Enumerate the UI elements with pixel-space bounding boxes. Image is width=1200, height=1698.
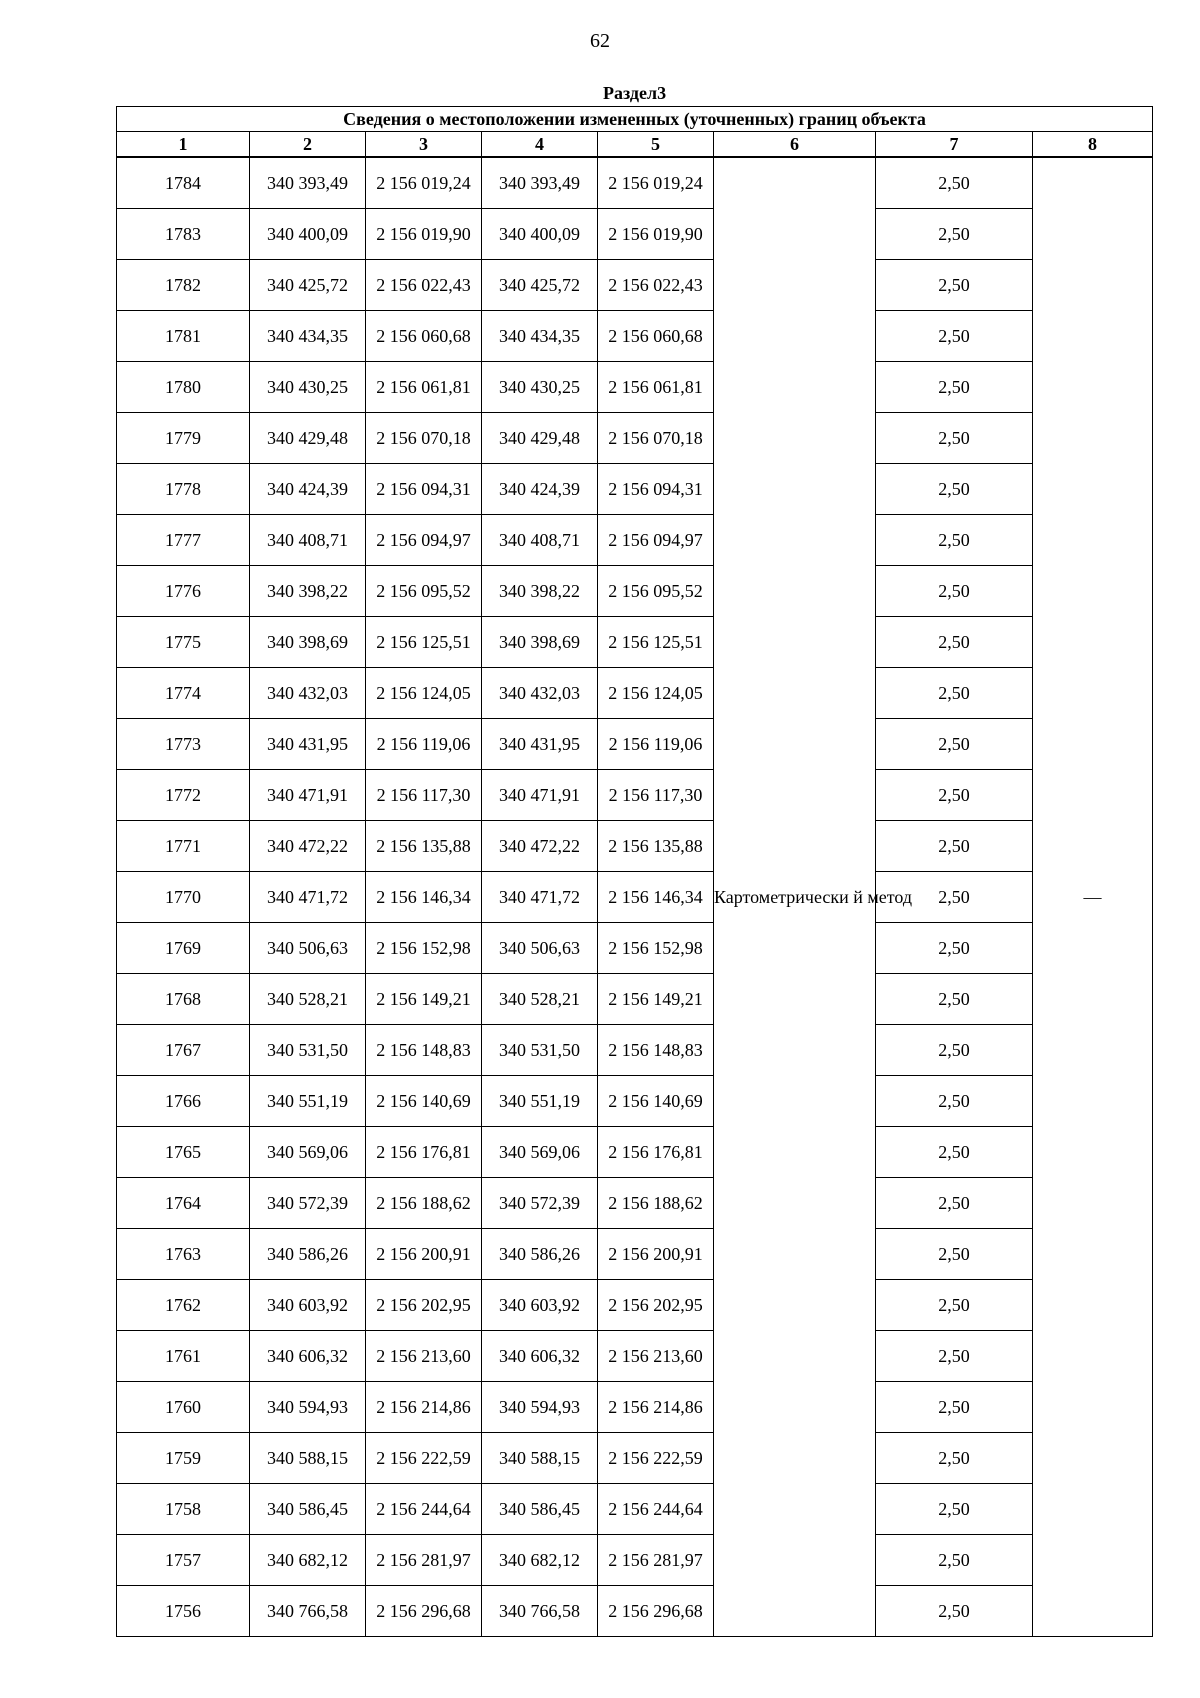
column-number-header: 3: [366, 132, 482, 158]
existing-x-cell: 340 606,32: [250, 1331, 366, 1382]
refined-y-cell: 2 156 061,81: [598, 362, 714, 413]
existing-y-cell: 2 156 281,97: [366, 1535, 482, 1586]
refined-y-cell: 2 156 124,05: [598, 668, 714, 719]
existing-x-cell: 340 432,03: [250, 668, 366, 719]
refined-y-cell: 2 156 188,62: [598, 1178, 714, 1229]
refined-x-cell: 340 429,48: [482, 413, 598, 464]
accuracy-cell: 2,50: [876, 821, 1033, 872]
existing-y-cell: 2 156 214,86: [366, 1382, 482, 1433]
refined-x-cell: 340 432,03: [482, 668, 598, 719]
table-row: [117, 1025, 1153, 1076]
point-number-cell: 1774: [117, 668, 250, 719]
existing-y-cell: 2 156 222,59: [366, 1433, 482, 1484]
table-row: [117, 617, 1153, 668]
refined-y-cell: 2 156 176,81: [598, 1127, 714, 1178]
point-number-cell: 1770: [117, 872, 250, 923]
refined-x-cell: 340 400,09: [482, 209, 598, 260]
existing-y-cell: 2 156 125,51: [366, 617, 482, 668]
table-title: Сведения о местоположении измененных (уточненных) границ объекта: [117, 107, 1153, 132]
accuracy-cell: 2,50: [876, 974, 1033, 1025]
table-row: [117, 1127, 1153, 1178]
point-number-cell: 1759: [117, 1433, 250, 1484]
accuracy-cell: 2,50: [876, 157, 1033, 209]
refined-y-cell: 2 156 135,88: [598, 821, 714, 872]
refined-x-cell: 340 606,32: [482, 1331, 598, 1382]
refined-x-cell: 340 431,95: [482, 719, 598, 770]
accuracy-cell: 2,50: [876, 362, 1033, 413]
point-number-cell: 1776: [117, 566, 250, 617]
existing-y-cell: 2 156 200,91: [366, 1229, 482, 1280]
existing-x-cell: 340 471,91: [250, 770, 366, 821]
existing-x-cell: 340 766,58: [250, 1586, 366, 1637]
refined-x-cell: 340 425,72: [482, 260, 598, 311]
existing-x-cell: 340 528,21: [250, 974, 366, 1025]
refined-x-cell: 340 408,71: [482, 515, 598, 566]
table-row: [117, 1484, 1153, 1535]
refined-y-cell: 2 156 296,68: [598, 1586, 714, 1637]
existing-y-cell: 2 156 135,88: [366, 821, 482, 872]
existing-x-cell: 340 398,69: [250, 617, 366, 668]
point-number-cell: 1756: [117, 1586, 250, 1637]
refined-x-cell: 340 586,45: [482, 1484, 598, 1535]
accuracy-cell: 2,50: [876, 617, 1033, 668]
existing-y-cell: 2 156 019,24: [366, 157, 482, 209]
existing-x-cell: 340 393,49: [250, 157, 366, 209]
table-row: [117, 1535, 1153, 1586]
existing-x-cell: 340 603,92: [250, 1280, 366, 1331]
refined-x-cell: 340 594,93: [482, 1382, 598, 1433]
table-row: [117, 1331, 1153, 1382]
refined-y-cell: 2 156 140,69: [598, 1076, 714, 1127]
existing-y-cell: 2 156 146,34: [366, 872, 482, 923]
table-row: [117, 515, 1153, 566]
refined-y-cell: 2 156 094,97: [598, 515, 714, 566]
existing-x-cell: 340 424,39: [250, 464, 366, 515]
existing-x-cell: 340 425,72: [250, 260, 366, 311]
table-row: [117, 311, 1153, 362]
refined-y-cell: 2 156 222,59: [598, 1433, 714, 1484]
accuracy-cell: 2,50: [876, 1535, 1033, 1586]
point-number-cell: 1775: [117, 617, 250, 668]
accuracy-cell: 2,50: [876, 1484, 1033, 1535]
table-row: [117, 464, 1153, 515]
table-row: [117, 974, 1153, 1025]
refined-y-cell: 2 156 214,86: [598, 1382, 714, 1433]
point-number-cell: 1761: [117, 1331, 250, 1382]
point-number-cell: 1768: [117, 974, 250, 1025]
accuracy-cell: 2,50: [876, 668, 1033, 719]
point-number-cell: 1765: [117, 1127, 250, 1178]
existing-y-cell: 2 156 244,64: [366, 1484, 482, 1535]
existing-x-cell: 340 429,48: [250, 413, 366, 464]
accuracy-cell: 2,50: [876, 1229, 1033, 1280]
refined-y-cell: 2 156 148,83: [598, 1025, 714, 1076]
table-row: [117, 821, 1153, 872]
refined-x-cell: 340 471,72: [482, 872, 598, 923]
table-row: [117, 923, 1153, 974]
existing-y-cell: 2 156 213,60: [366, 1331, 482, 1382]
existing-y-cell: 2 156 140,69: [366, 1076, 482, 1127]
accuracy-cell: 2,50: [876, 1025, 1033, 1076]
point-number-cell: 1772: [117, 770, 250, 821]
existing-y-cell: 2 156 176,81: [366, 1127, 482, 1178]
table-row: [117, 1229, 1153, 1280]
refined-y-cell: 2 156 202,95: [598, 1280, 714, 1331]
point-number-cell: 1763: [117, 1229, 250, 1280]
existing-y-cell: 2 156 061,81: [366, 362, 482, 413]
existing-x-cell: 340 471,72: [250, 872, 366, 923]
existing-y-cell: 2 156 188,62: [366, 1178, 482, 1229]
column-number-header: 7: [876, 132, 1033, 158]
refined-y-cell: 2 156 094,31: [598, 464, 714, 515]
refined-x-cell: 340 572,39: [482, 1178, 598, 1229]
refined-y-cell: 2 156 019,24: [598, 157, 714, 209]
existing-y-cell: 2 156 095,52: [366, 566, 482, 617]
table-row: [117, 1382, 1153, 1433]
existing-y-cell: 2 156 117,30: [366, 770, 482, 821]
existing-y-cell: 2 156 148,83: [366, 1025, 482, 1076]
accuracy-cell: 2,50: [876, 923, 1033, 974]
existing-x-cell: 340 682,12: [250, 1535, 366, 1586]
accuracy-cell: 2,50: [876, 515, 1033, 566]
table-row: [117, 872, 1153, 923]
accuracy-cell: 2,50: [876, 719, 1033, 770]
existing-x-cell: 340 434,35: [250, 311, 366, 362]
column-number-header: 1: [117, 132, 250, 158]
accuracy-cell: 2,50: [876, 1382, 1033, 1433]
column-number-header: 2: [250, 132, 366, 158]
existing-x-cell: 340 594,93: [250, 1382, 366, 1433]
existing-y-cell: 2 156 022,43: [366, 260, 482, 311]
description-cell: —: [1033, 157, 1153, 1637]
refined-x-cell: 340 430,25: [482, 362, 598, 413]
point-number-cell: 1762: [117, 1280, 250, 1331]
point-number-cell: 1766: [117, 1076, 250, 1127]
accuracy-cell: 2,50: [876, 1331, 1033, 1382]
refined-y-cell: 2 156 070,18: [598, 413, 714, 464]
table-row: [117, 260, 1153, 311]
point-number-cell: 1764: [117, 1178, 250, 1229]
existing-x-cell: 340 472,22: [250, 821, 366, 872]
existing-y-cell: 2 156 202,95: [366, 1280, 482, 1331]
existing-y-cell: 2 156 119,06: [366, 719, 482, 770]
accuracy-cell: 2,50: [876, 1178, 1033, 1229]
existing-x-cell: 340 531,50: [250, 1025, 366, 1076]
accuracy-cell: 2,50: [876, 260, 1033, 311]
existing-y-cell: 2 156 152,98: [366, 923, 482, 974]
table-row: [117, 566, 1153, 617]
point-number-cell: 1784: [117, 157, 250, 209]
accuracy-cell: 2,50: [876, 464, 1033, 515]
refined-x-cell: 340 588,15: [482, 1433, 598, 1484]
existing-y-cell: 2 156 124,05: [366, 668, 482, 719]
refined-x-cell: 340 472,22: [482, 821, 598, 872]
table-row: [117, 1178, 1153, 1229]
accuracy-cell: 2,50: [876, 566, 1033, 617]
point-number-cell: 1758: [117, 1484, 250, 1535]
table-row: [117, 1433, 1153, 1484]
existing-x-cell: 340 430,25: [250, 362, 366, 413]
table-row: [117, 413, 1153, 464]
table-row: [117, 1076, 1153, 1127]
refined-y-cell: 2 156 022,43: [598, 260, 714, 311]
refined-x-cell: 340 393,49: [482, 157, 598, 209]
refined-x-cell: 340 506,63: [482, 923, 598, 974]
existing-y-cell: 2 156 094,31: [366, 464, 482, 515]
table-row: [117, 209, 1153, 260]
existing-x-cell: 340 586,26: [250, 1229, 366, 1280]
accuracy-cell: 2,50: [876, 1127, 1033, 1178]
refined-x-cell: 340 766,58: [482, 1586, 598, 1637]
refined-y-cell: 2 156 095,52: [598, 566, 714, 617]
refined-y-cell: 2 156 149,21: [598, 974, 714, 1025]
point-number-cell: 1771: [117, 821, 250, 872]
table-row: [117, 1586, 1153, 1637]
boundary-coordinates-table: [116, 80, 1153, 1637]
table-row: [117, 157, 1153, 209]
existing-x-cell: 340 551,19: [250, 1076, 366, 1127]
column-number-header: 8: [1033, 132, 1153, 158]
refined-x-cell: 340 586,26: [482, 1229, 598, 1280]
refined-x-cell: 340 551,19: [482, 1076, 598, 1127]
existing-x-cell: 340 569,06: [250, 1127, 366, 1178]
refined-y-cell: 2 156 213,60: [598, 1331, 714, 1382]
table-body: [117, 157, 1153, 1637]
existing-x-cell: 340 431,95: [250, 719, 366, 770]
refined-x-cell: 340 424,39: [482, 464, 598, 515]
refined-x-cell: 340 531,50: [482, 1025, 598, 1076]
column-number-header: 4: [482, 132, 598, 158]
refined-y-cell: 2 156 060,68: [598, 311, 714, 362]
point-number-cell: 1783: [117, 209, 250, 260]
point-number-cell: 1778: [117, 464, 250, 515]
method-cell: Картометрически й метод: [714, 157, 876, 1637]
refined-y-cell: 2 156 281,97: [598, 1535, 714, 1586]
existing-y-cell: 2 156 060,68: [366, 311, 482, 362]
existing-y-cell: 2 156 296,68: [366, 1586, 482, 1637]
section-title: Раздел3: [603, 82, 667, 103]
refined-x-cell: 340 603,92: [482, 1280, 598, 1331]
point-number-cell: 1767: [117, 1025, 250, 1076]
refined-x-cell: 340 398,69: [482, 617, 598, 668]
accuracy-cell: 2,50: [876, 1280, 1033, 1331]
refined-y-cell: 2 156 019,90: [598, 209, 714, 260]
page-number: 62: [590, 30, 610, 52]
accuracy-cell: 2,50: [876, 209, 1033, 260]
column-number-row: [117, 132, 1153, 158]
accuracy-cell: 2,50: [876, 1586, 1033, 1637]
point-number-cell: 1777: [117, 515, 250, 566]
existing-x-cell: 340 400,09: [250, 209, 366, 260]
table-row: [117, 770, 1153, 821]
refined-x-cell: 340 569,06: [482, 1127, 598, 1178]
accuracy-cell: 2,50: [876, 1076, 1033, 1127]
point-number-cell: 1769: [117, 923, 250, 974]
existing-x-cell: 340 588,15: [250, 1433, 366, 1484]
column-number-header: 6: [714, 132, 876, 158]
refined-y-cell: 2 156 152,98: [598, 923, 714, 974]
accuracy-cell: 2,50: [876, 872, 1033, 923]
point-number-cell: 1782: [117, 260, 250, 311]
table-row: [117, 1280, 1153, 1331]
existing-x-cell: 340 408,71: [250, 515, 366, 566]
refined-y-cell: 2 156 125,51: [598, 617, 714, 668]
accuracy-cell: 2,50: [876, 770, 1033, 821]
refined-x-cell: 340 434,35: [482, 311, 598, 362]
refined-x-cell: 340 682,12: [482, 1535, 598, 1586]
refined-y-cell: 2 156 200,91: [598, 1229, 714, 1280]
point-number-cell: 1757: [117, 1535, 250, 1586]
point-number-cell: 1780: [117, 362, 250, 413]
table-row: [117, 719, 1153, 770]
existing-x-cell: 340 586,45: [250, 1484, 366, 1535]
point-number-cell: 1760: [117, 1382, 250, 1433]
existing-y-cell: 2 156 094,97: [366, 515, 482, 566]
existing-x-cell: 340 398,22: [250, 566, 366, 617]
existing-x-cell: 340 506,63: [250, 923, 366, 974]
table-row: [117, 362, 1153, 413]
refined-y-cell: 2 156 146,34: [598, 872, 714, 923]
refined-y-cell: 2 156 119,06: [598, 719, 714, 770]
existing-x-cell: 340 572,39: [250, 1178, 366, 1229]
refined-x-cell: 340 528,21: [482, 974, 598, 1025]
column-number-header: 5: [598, 132, 714, 158]
accuracy-cell: 2,50: [876, 311, 1033, 362]
refined-x-cell: 340 398,22: [482, 566, 598, 617]
existing-y-cell: 2 156 019,90: [366, 209, 482, 260]
point-number-cell: 1779: [117, 413, 250, 464]
table-row: [117, 668, 1153, 719]
refined-x-cell: 340 471,91: [482, 770, 598, 821]
accuracy-cell: 2,50: [876, 413, 1033, 464]
existing-y-cell: 2 156 070,18: [366, 413, 482, 464]
refined-y-cell: 2 156 244,64: [598, 1484, 714, 1535]
refined-y-cell: 2 156 117,30: [598, 770, 714, 821]
accuracy-cell: 2,50: [876, 1433, 1033, 1484]
existing-y-cell: 2 156 149,21: [366, 974, 482, 1025]
point-number-cell: 1781: [117, 311, 250, 362]
point-number-cell: 1773: [117, 719, 250, 770]
